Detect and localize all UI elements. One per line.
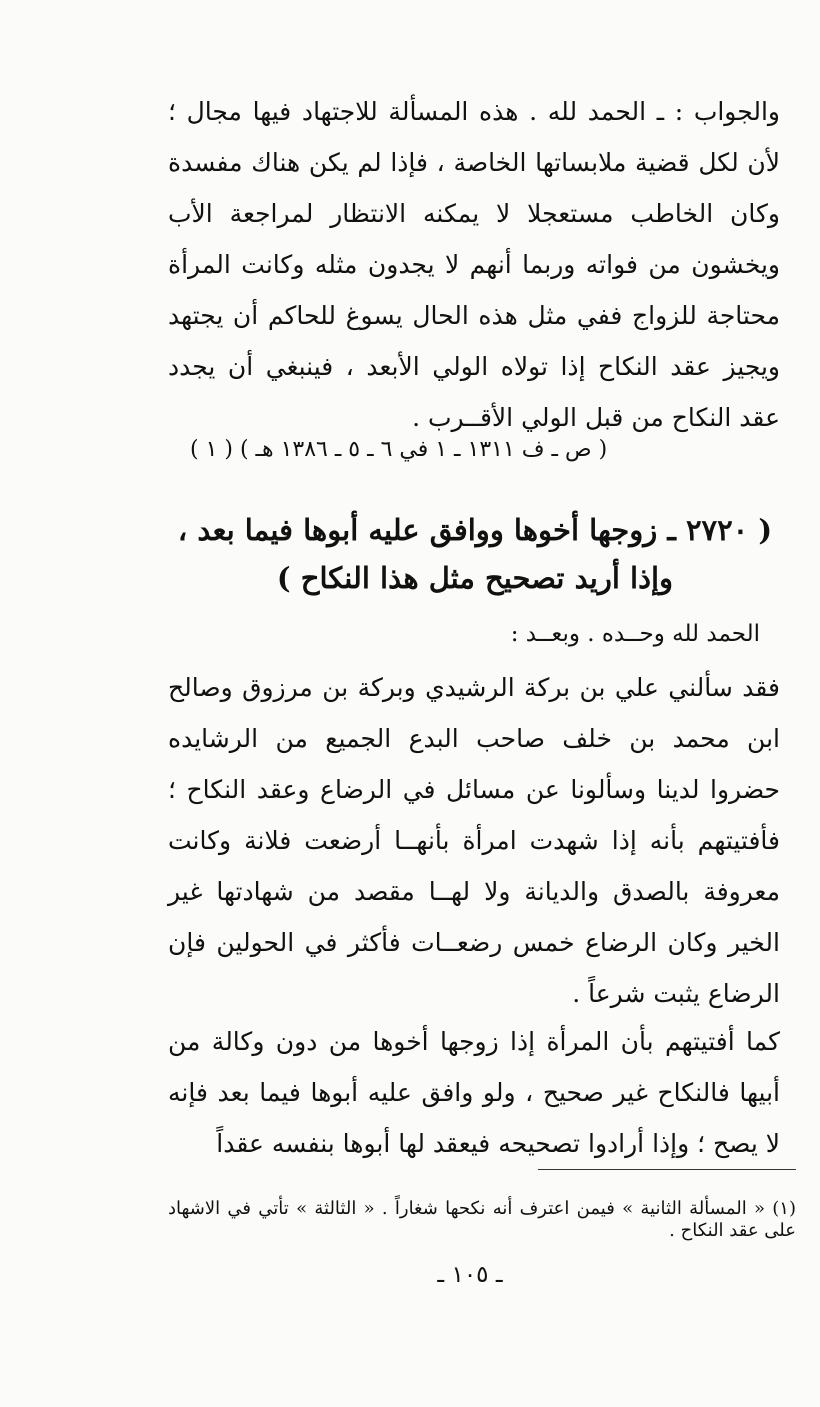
question-paragraph: فقد سألني علي بن بركة الرشيدي وبركة بن مرزوق وصالح ابن محمد بن خلف صاحب البدع الجميع من الرشايده حضروا لدينا وسألونا عن مسائل في الرضاع وعقد النكاح ؛ فأفتيتهم بأنه إذا شهدت امرأة بأنهــا أرضعت فلانة وكانت معروفة بالصدق والديانة ولا لهــا مقصد من شهادتها غير الخير وكان الرضاع خمس رضعــات فأكثر في الحولين فإن الرضاع يثبت شرعاً . xyxy=(168,673,780,1008)
greeting-line: الحمد لله وحــده . وبعــد : xyxy=(510,621,760,647)
footnote: (١) « المسألة الثانية » فيمن اعترف أنه نكحها شغاراً . « الثالثة » تأتي في الاشهاد على عقد النكاح . xyxy=(168,1198,796,1241)
fatwa-reference: ( ص ـ ف ١٣١١ ـ ١ في ٦ ـ ٥ ـ ١٣٨٦ هـ ) ( ١ ) xyxy=(190,437,608,462)
heading-line-2: وإذا أريد تصحيح مثل هذا النكاح ) xyxy=(276,561,674,595)
section-heading xyxy=(160,506,790,602)
footnote-divider xyxy=(538,1169,796,1170)
answer-paragraph: والجواب : ـ الحمد لله . هذه المسألة للاجتهاد فيها مجال ؛ لأن لكل قضية ملابساتها الخاصة ، فإذا لم يكن هناك مفسدة وكان الخاطب مستعجلا لا يمكنه الانتظار لمراجعة الأب ويخشون من فواته وربما أنهم لا يجدون مثله وكانت المرأة محتاجة للزواج ففي مثل هذه الحال يسوغ للحاكم أن يجتهد ويجيز عقد النكاح إذا تولاه الولي الأبعد ، فينبغي أن يجدد عقد النكاح من قبل الولي الأقــرب . xyxy=(168,97,780,432)
ruling-paragraph: كما أفتيتهم بأن المرأة إذا زوجها أخوها من دون وكالة من أبيها فالنكاح غير صحيح ، ولو وافق عليه أبوها فيما بعد فإنه لا يصح ؛ وإذا أرادوا تصحيحه فيعقد لها أبوها بنفسه عقداً xyxy=(168,1027,780,1158)
page-number: ـ ١٠٥ ـ xyxy=(437,1262,503,1288)
heading-line-1: ( ٢٧٢٠ ـ زوجها أخوها ووافق عليه أبوها فيما بعد ، xyxy=(177,513,773,547)
